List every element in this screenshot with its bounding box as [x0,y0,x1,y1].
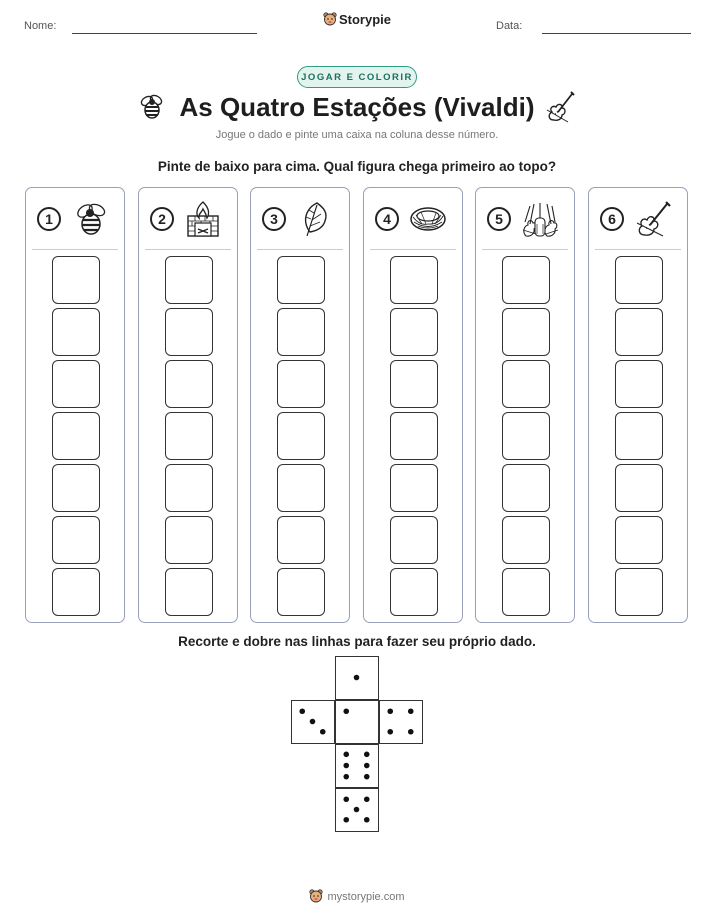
column-divider [32,249,118,250]
color-box[interactable] [52,568,100,616]
color-box[interactable] [390,412,438,460]
violin-icon [544,90,576,124]
color-box[interactable] [165,464,213,512]
column-divider [482,249,568,250]
orchestra-icon [520,200,560,238]
color-box[interactable] [165,256,213,304]
column-number: 4 [375,207,399,231]
color-box[interactable] [165,516,213,564]
color-box[interactable] [502,256,550,304]
footer-url[interactable]: mystorypie.com [327,891,405,903]
column-divider [257,249,343,250]
column-3 [250,187,350,623]
color-box[interactable] [615,360,663,408]
die-pips [336,701,377,742]
color-box[interactable] [390,464,438,512]
die-pips [336,745,377,786]
color-box[interactable] [502,412,550,460]
color-box[interactable] [52,516,100,564]
color-box[interactable] [165,308,213,356]
bee-icon [70,200,110,238]
column-number: 5 [487,207,511,231]
instruction-text: Pinte de baixo para cima. Qual figura chega primeiro ao topo? [157,159,557,174]
color-box[interactable] [502,308,550,356]
color-box[interactable] [615,308,663,356]
date-label: Data: [496,20,523,32]
footer [0,889,714,903]
column-divider [595,249,681,250]
color-box[interactable] [615,412,663,460]
leaf-icon [295,200,335,238]
column-2 [138,187,238,623]
name-line[interactable] [72,33,257,34]
color-box[interactable] [277,464,325,512]
column-divider [370,249,456,250]
column-number: 2 [150,207,174,231]
column-number: 6 [600,207,624,231]
color-box[interactable] [52,256,100,304]
color-box[interactable] [277,516,325,564]
die-pips [292,701,333,742]
die-face-center[interactable] [335,700,379,744]
color-box[interactable] [52,308,100,356]
color-box[interactable] [277,568,325,616]
color-box[interactable] [502,516,550,564]
nest-icon [408,200,448,238]
die-face-bottom[interactable] [335,744,379,788]
column-number: 1 [37,207,61,231]
die-pips [336,657,377,698]
brand-logo [0,12,714,27]
page-title: As Quatro Estações (Vivaldi) [179,92,535,122]
die-face-back[interactable] [335,788,379,832]
color-box[interactable] [615,516,663,564]
color-box[interactable] [277,360,325,408]
color-box[interactable] [165,568,213,616]
color-box[interactable] [502,568,550,616]
color-box[interactable] [52,412,100,460]
cut-instruction: Recorte e dobre nas linhas para fazer seu próprio dado. [178,634,536,649]
bear-logo-icon [309,889,323,903]
color-box[interactable] [502,360,550,408]
violin-icon [633,200,673,238]
die-face-right[interactable] [379,700,423,744]
color-box[interactable] [615,568,663,616]
color-box[interactable] [52,360,100,408]
die-pips [380,701,421,742]
column-4 [363,187,463,623]
subtitle: Jogue o dado e pinte uma caixa na coluna desse número. [215,129,499,141]
color-box[interactable] [52,464,100,512]
color-box[interactable] [277,308,325,356]
color-box[interactable] [390,568,438,616]
color-box[interactable] [502,464,550,512]
die-face-top[interactable] [335,656,379,700]
fireplace-icon [183,200,223,238]
color-box[interactable] [390,360,438,408]
brand-name: Storypie [338,12,391,27]
color-box[interactable] [390,308,438,356]
die-face-left[interactable] [291,700,335,744]
activity-badge: JOGAR E COLORIR [297,66,417,88]
bear-logo-icon [323,12,337,26]
column-6 [588,187,688,623]
column-5 [475,187,575,623]
color-box[interactable] [390,256,438,304]
color-box[interactable] [277,412,325,460]
color-box[interactable] [277,256,325,304]
date-line[interactable] [542,33,691,34]
column-divider [145,249,231,250]
color-box[interactable] [165,360,213,408]
name-label: Nome: [24,20,57,32]
color-box[interactable] [615,464,663,512]
color-box[interactable] [165,412,213,460]
color-box[interactable] [390,516,438,564]
die-pips [336,789,377,830]
color-box[interactable] [615,256,663,304]
column-number: 3 [262,207,286,231]
column-1 [25,187,125,623]
